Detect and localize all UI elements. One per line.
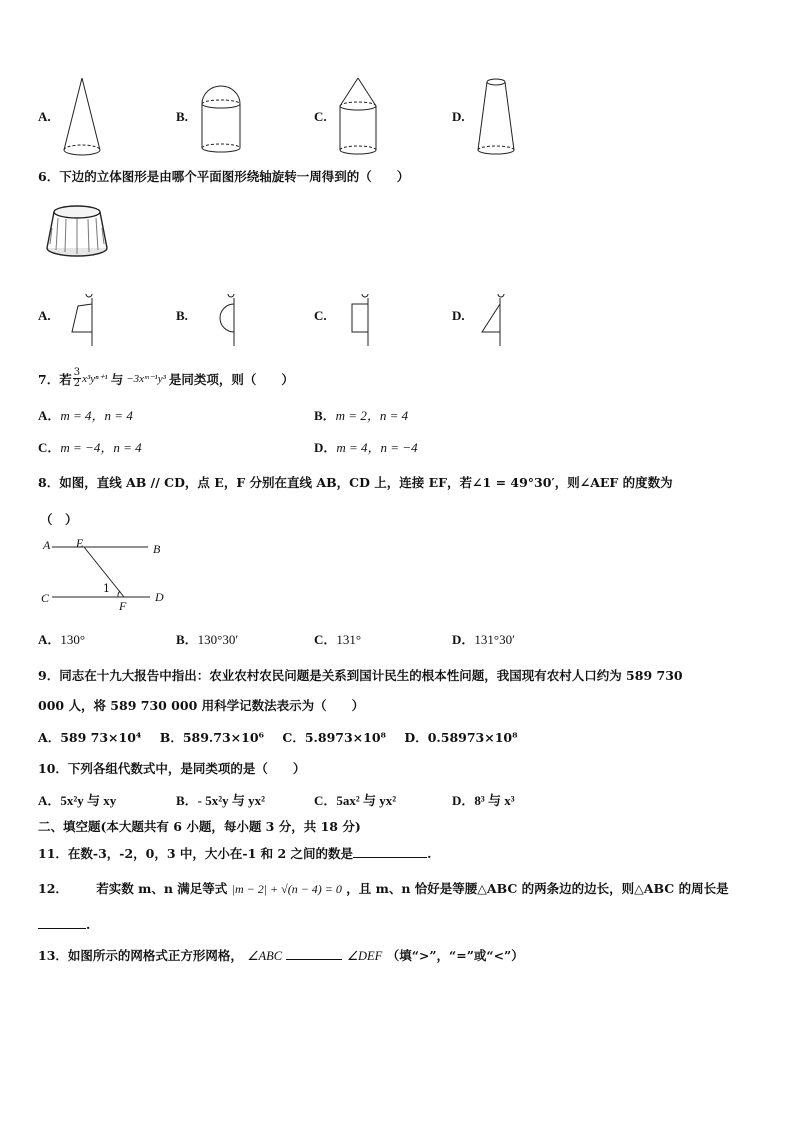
q6-option-b-semicircle-figure bbox=[206, 288, 246, 348]
q13-suffix: （填“>”，“=”或“<”） bbox=[386, 948, 524, 963]
q8-label-b: B bbox=[153, 542, 161, 556]
q10-option-a bbox=[38, 790, 116, 809]
q8-option-a-value: 130° bbox=[60, 632, 86, 647]
q9-option-c-value: 5.8973×10⁸ bbox=[304, 730, 387, 745]
q10-option-a-value: 5x²y 与 xy bbox=[60, 793, 117, 808]
q5-option-c-cone-cylinder-figure bbox=[336, 76, 386, 162]
q7-expression-2: −3xᵐ⁻¹y³ bbox=[126, 373, 166, 385]
q9-option-d-value: 0.58973×10⁸ bbox=[427, 730, 518, 745]
q7-option-b bbox=[314, 405, 408, 424]
q6-option-a-trapezoid-figure bbox=[66, 288, 106, 348]
q6-option-a-label: A. bbox=[38, 308, 51, 323]
q13-line bbox=[38, 946, 524, 964]
q6-option-b-label: B. bbox=[176, 308, 188, 323]
q8-label-e: E bbox=[76, 536, 84, 550]
q9-text-line-1: 9．同志在十九大报告中指出：农业农村农民问题是关系到国计民生的根本性问题，我国现有农村人口约为 589 730 bbox=[38, 668, 683, 683]
q5-option-b-cylinder-dome-figure bbox=[198, 82, 248, 162]
q6-option-c-rectangle-figure bbox=[344, 288, 384, 348]
q9-text-line-2: 000 人，将 589 730 000 用科学记数法表示为（ ） bbox=[38, 698, 365, 713]
q12-answer-line bbox=[38, 916, 90, 932]
q7-option-d bbox=[314, 437, 418, 456]
q7-middle: 与 bbox=[110, 371, 124, 387]
q10-option-d-label: D． bbox=[452, 793, 475, 808]
q5-option-d-frustum-figure bbox=[474, 76, 524, 162]
q10-text: 10．下列各组代数式中，是同类项的是（ ） bbox=[38, 761, 306, 776]
q5-option-d-label: D. bbox=[452, 109, 465, 124]
q13-prefix: 13．如图所示的网格式正方形网格， bbox=[38, 948, 243, 963]
q8-parallel-lines-figure bbox=[38, 534, 170, 614]
q8-option-c-label: C． bbox=[314, 632, 337, 647]
q9-option-b-label: B． bbox=[159, 730, 183, 745]
q9-option-b bbox=[160, 730, 264, 745]
q7-prefix: 7．若 bbox=[38, 371, 72, 387]
q9-option-d-label: D． bbox=[404, 730, 428, 745]
q7-line bbox=[38, 368, 294, 389]
q7-option-d-value: m = 4，n = −4 bbox=[336, 440, 418, 455]
q8-label-angle-1: 1 bbox=[103, 582, 110, 595]
q11-line bbox=[38, 844, 431, 862]
q8-option-c-value: 131° bbox=[336, 632, 362, 647]
q12-end: . bbox=[86, 917, 91, 932]
q6-text: 6．下边的立体图形是由哪个平面图形绕轴旋转一周得到的（ ） bbox=[38, 169, 410, 184]
q11-answer-blank[interactable] bbox=[353, 845, 427, 858]
q9-options-row bbox=[38, 728, 518, 746]
q12-number: 12． bbox=[38, 881, 68, 896]
q6-option-c-label: C. bbox=[314, 308, 327, 323]
section-2-heading: 二、填空题(本大题共有 6 小题，每小题 3 分，共 18 分) bbox=[38, 819, 361, 834]
q10-option-d-value: 8³ 与 x³ bbox=[474, 793, 515, 808]
q8-option-a-label: A． bbox=[38, 632, 61, 647]
q9-option-a-label: A． bbox=[38, 730, 61, 745]
q9-option-c-label: C． bbox=[282, 730, 305, 745]
q7-option-a-value: m = 4，n = 4 bbox=[60, 408, 133, 423]
q8-option-b-value: 130°30′ bbox=[197, 632, 239, 647]
q10-option-b bbox=[176, 790, 265, 809]
q13-angle-def: ∠DEF bbox=[346, 949, 383, 963]
q12-formula: |m − 2| + √(n − 4) = 0 bbox=[231, 882, 342, 896]
q8-option-d-value: 131°30′ bbox=[474, 632, 515, 647]
q8-label-f: F bbox=[119, 599, 127, 613]
q7-expression-1: x³yⁿ⁺¹ bbox=[82, 373, 108, 385]
q7-option-c bbox=[38, 437, 142, 456]
q8-option-b bbox=[176, 629, 238, 648]
q7-option-b-label: B． bbox=[314, 408, 336, 423]
q13-answer-blank[interactable] bbox=[286, 947, 342, 960]
q8-label-a: A bbox=[43, 538, 51, 552]
q9-option-c bbox=[282, 730, 386, 745]
q10-option-c-value: 5ax² 与 yx² bbox=[336, 793, 397, 808]
q12-line bbox=[38, 879, 729, 897]
q8-label-d: D bbox=[155, 590, 164, 604]
q8-text: 8．如图，直线 AB // CD，点 E，F 分别在直线 AB，CD 上，连接 EF，若∠1 = 49°30′，则∠AEF 的度数为 bbox=[38, 475, 673, 490]
q5-option-c-label: C. bbox=[314, 109, 327, 124]
q10-option-a-label: A． bbox=[38, 793, 61, 808]
q7-fraction bbox=[73, 368, 81, 389]
q12-answer-blank[interactable] bbox=[38, 916, 86, 929]
q5-option-b-label: B. bbox=[176, 109, 188, 124]
q8-option-d bbox=[452, 629, 515, 648]
q7-suffix: 是同类项，则（ ） bbox=[168, 371, 294, 387]
q8-option-a bbox=[38, 629, 85, 648]
q9-option-d bbox=[404, 730, 517, 745]
q8-option-c bbox=[314, 629, 361, 648]
q11-text: 11．在数-3，-2，0，3 中，大小在-1 和 2 之间的数是 bbox=[38, 846, 354, 861]
q7-option-d-label: D． bbox=[314, 440, 337, 455]
q9-option-a bbox=[38, 730, 141, 745]
q7-option-a-label: A． bbox=[38, 408, 61, 423]
q8-option-d-label: D． bbox=[452, 632, 475, 647]
q7-option-c-value: m = −4，n = 4 bbox=[60, 440, 142, 455]
q7-option-a bbox=[38, 405, 133, 424]
q7-option-b-value: m = 2，n = 4 bbox=[335, 408, 409, 423]
q6-lampshade-figure bbox=[44, 204, 110, 260]
q7-fraction-denominator: 2 bbox=[73, 378, 81, 389]
q10-option-b-label: B． bbox=[176, 793, 198, 808]
q10-option-c-label: C． bbox=[314, 793, 337, 808]
q7-option-c-label: C． bbox=[38, 440, 61, 455]
q6-option-d-label: D. bbox=[452, 308, 465, 323]
q12-text-b: ，且 m、n 恰好是等腰△ABC 的两条边的边长，则△ABC 的周长是 bbox=[346, 881, 729, 896]
q10-option-b-value: - 5x²y 与 yx² bbox=[197, 793, 266, 808]
q8-paren: （ ） bbox=[40, 512, 78, 527]
q9-option-b-value: 589.73×10⁶ bbox=[182, 730, 265, 745]
q11-end: . bbox=[427, 846, 432, 861]
q5-option-a-label: A. bbox=[38, 109, 51, 124]
q5-option-a-cone-figure bbox=[60, 76, 110, 161]
q7-fraction-numerator: 3 bbox=[73, 367, 81, 378]
q6-option-d-triangle-figure bbox=[476, 288, 516, 348]
q9-option-a-value: 589 73×10⁴ bbox=[60, 730, 142, 745]
q8-option-b-label: B． bbox=[176, 632, 198, 647]
q8-label-c: C bbox=[41, 591, 50, 605]
q12-text-a: 若实数 m、n 满足等式 bbox=[96, 881, 228, 896]
q10-option-d bbox=[452, 790, 515, 809]
q13-angle-abc: ∠ABC bbox=[247, 949, 283, 963]
q10-option-c bbox=[314, 790, 396, 809]
